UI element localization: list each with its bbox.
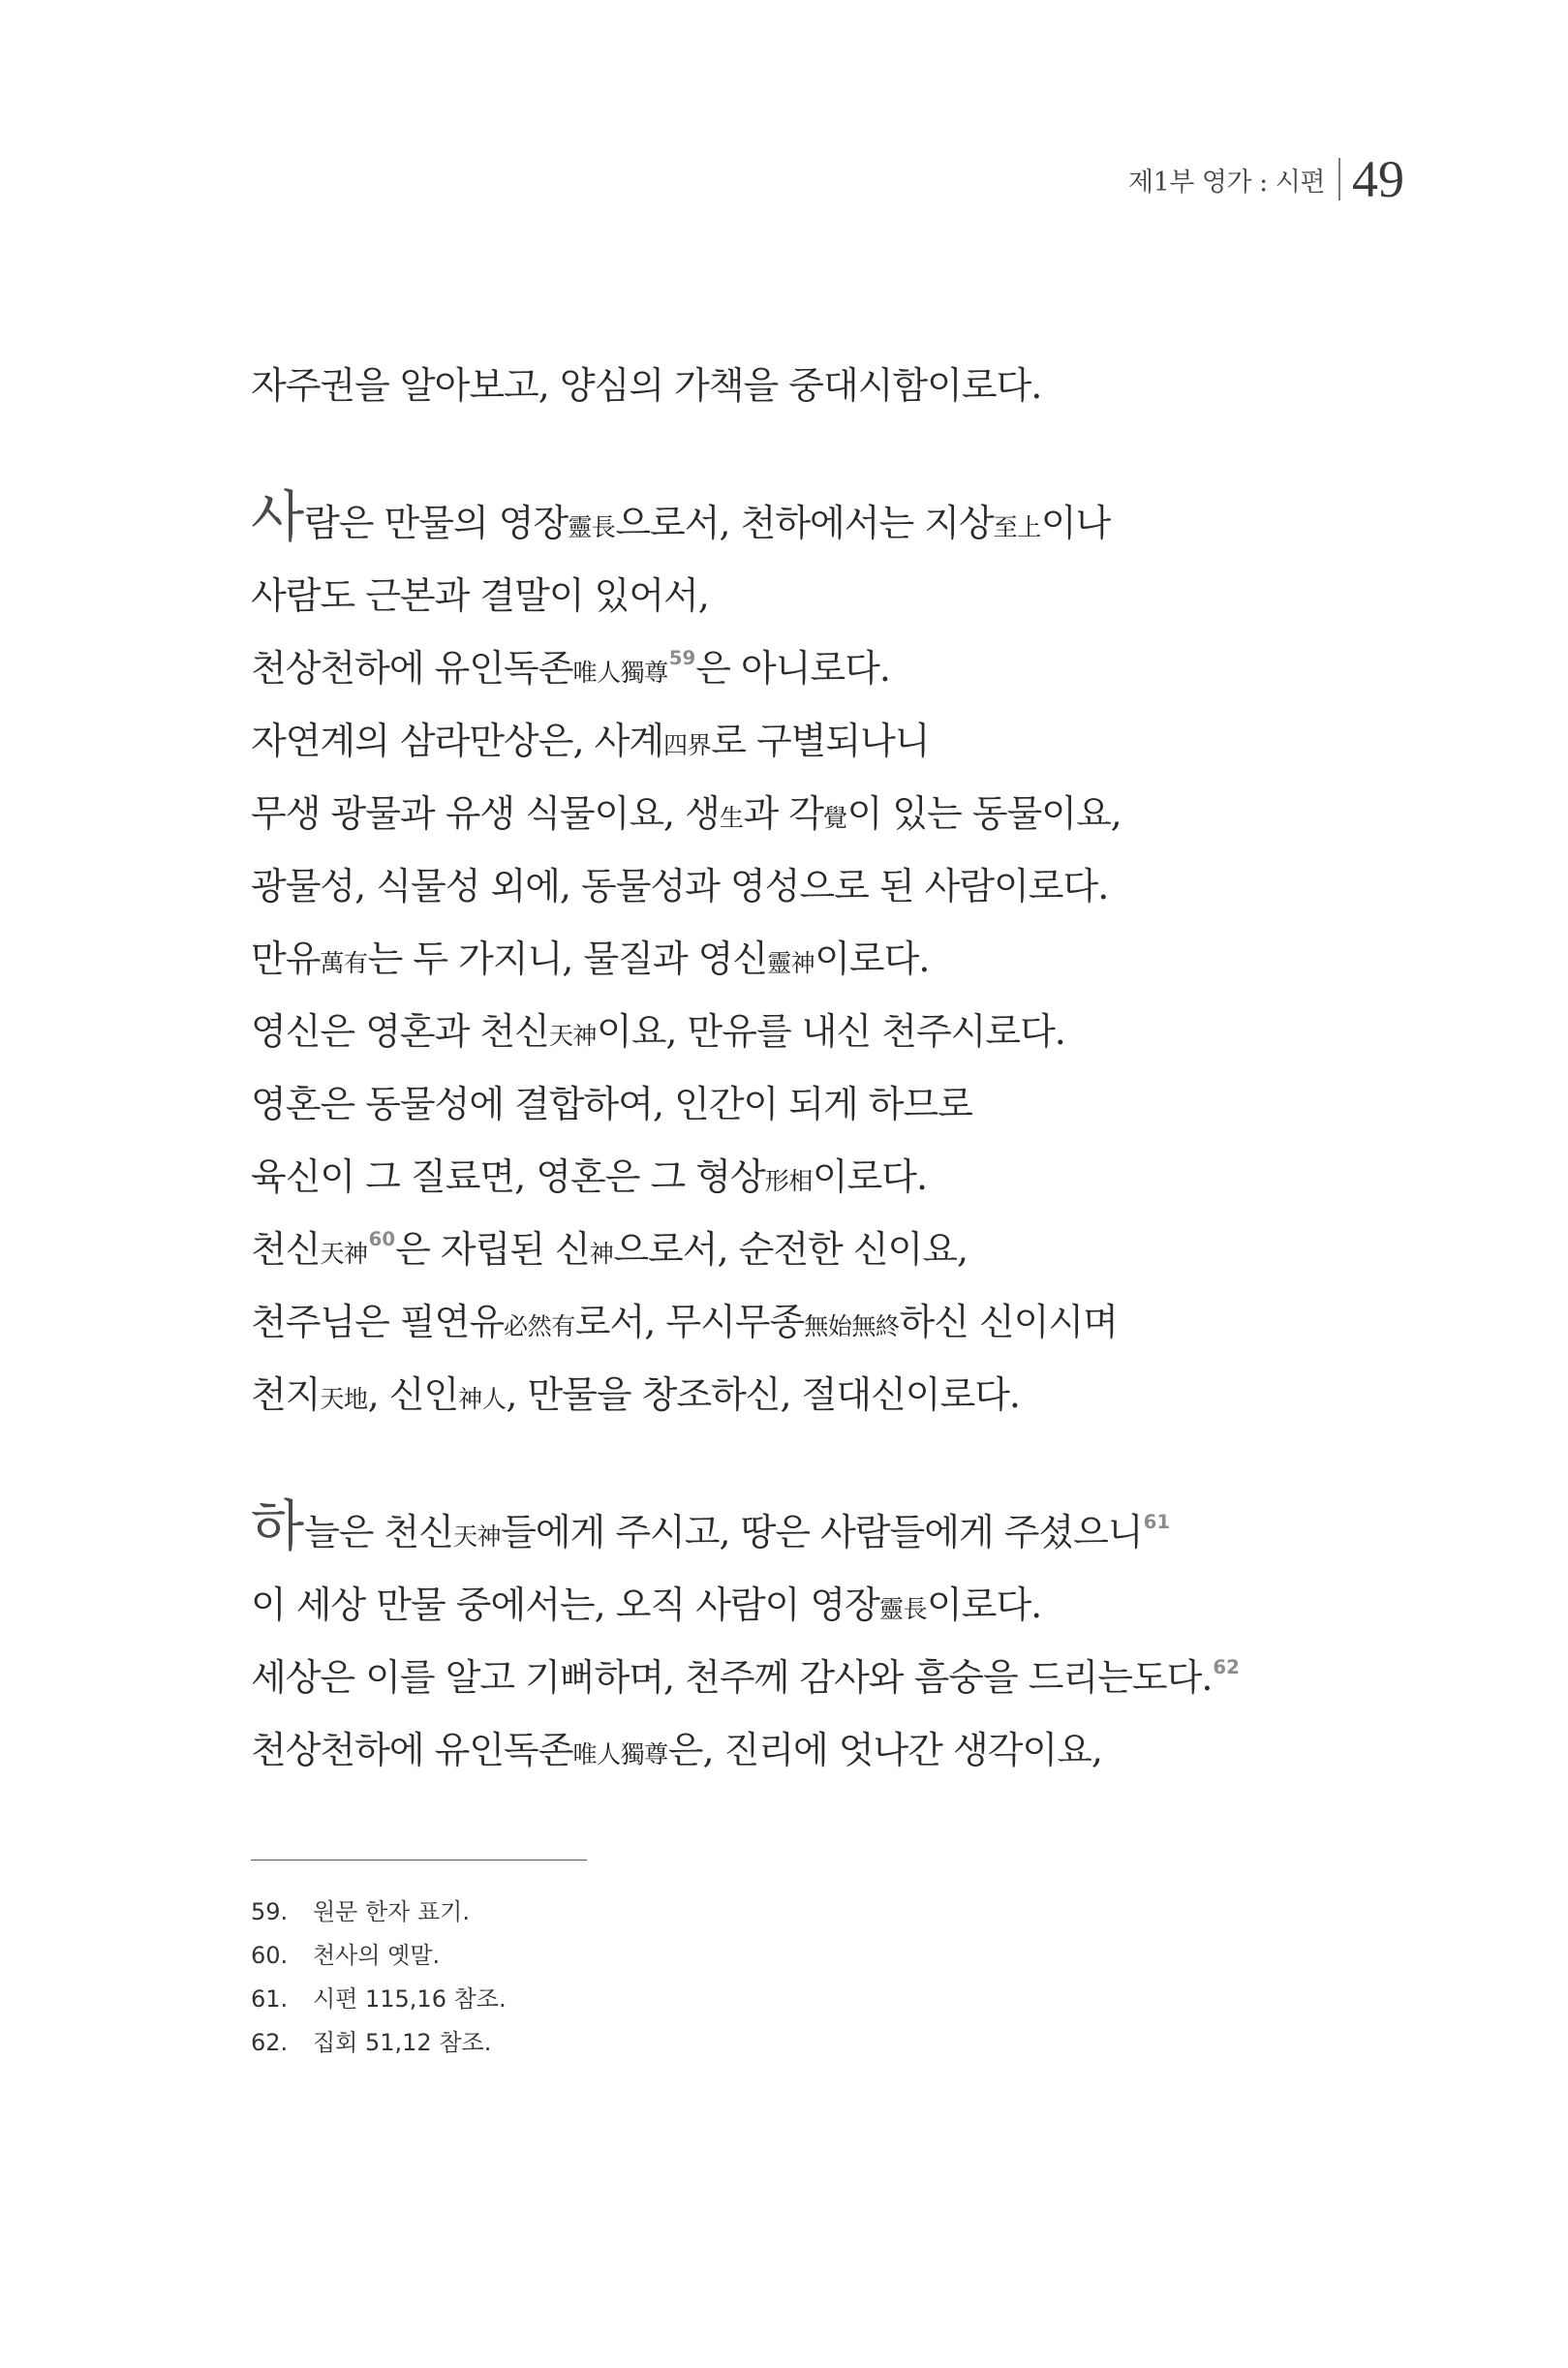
verse-line [251, 1359, 1240, 1431]
verse-text: 천주님은 필연유 [251, 1301, 505, 1343]
hanja-gloss: 靈長 [568, 513, 616, 541]
verse-text: 이로다. [815, 938, 930, 980]
verse-line [251, 350, 1240, 422]
section-title: 제1부 영가 : 시편 [1127, 167, 1325, 198]
footnote-item [251, 1891, 507, 1934]
hanja-gloss: 無始無終 [804, 1312, 900, 1340]
verse-text: 천상천하에 유인독존 [251, 1729, 573, 1771]
verse-text: 이로다. [812, 1155, 928, 1198]
verse-text: 이나 [1040, 502, 1111, 544]
verse-line [251, 1286, 1240, 1359]
verse-text: 들에게 주시고, 땅은 사람들에게 주셨으니 [501, 1511, 1143, 1553]
verse-text: 이 있는 동물이요, [846, 792, 1122, 835]
verse-text: , 신인 [367, 1373, 459, 1416]
page-number: 49 [1352, 150, 1404, 208]
verse-line [251, 705, 1240, 778]
hanja-gloss: 天神 [320, 1240, 368, 1268]
verse-text: 늘은 천신 [304, 1511, 453, 1553]
verse-text: 은 자립된 신 [395, 1228, 590, 1271]
verse-line [251, 1569, 1240, 1642]
footnote-text: 집회 51,12 참조. [313, 2029, 492, 2056]
verse-text: 로 구별되나니 [711, 720, 930, 762]
verse-line [251, 778, 1240, 850]
verse-line [251, 850, 1240, 923]
verse-text: , 만물을 창조하신, 절대신이로다. [506, 1373, 1020, 1416]
footnote-rule [251, 1860, 587, 1861]
verse-line [251, 1496, 1240, 1569]
hanja-gloss: 至上 [993, 513, 1041, 541]
verse-line [251, 1214, 1240, 1286]
hanja-gloss: 天地 [320, 1385, 368, 1413]
footnote-item [251, 1978, 507, 2021]
verse-body [251, 350, 1240, 1787]
footnote-item [251, 1934, 507, 1978]
verse-line [251, 1714, 1240, 1787]
verse-line [251, 632, 1240, 705]
verse-text: 자연계의 삼라만상은, 사계 [251, 720, 664, 762]
footnote-ref: 61 [1143, 1511, 1171, 1534]
footnote-number: 59. [251, 1898, 289, 1925]
verse-text: 천상천하에 유인독존 [251, 647, 573, 690]
paragraph [251, 350, 1240, 422]
verse-line [251, 487, 1240, 560]
verse-line [251, 996, 1240, 1068]
verse-text: 과 각 [743, 792, 823, 835]
verse-text: 이로다. [927, 1584, 1042, 1626]
footnote-item [251, 2021, 507, 2065]
hanja-gloss: 覺 [822, 804, 847, 832]
verse-text: 무생 광물과 유생 식물이요, 생 [251, 792, 720, 835]
running-header [1128, 145, 1404, 213]
footnote-text: 원문 한자 표기. [313, 1898, 470, 1925]
drop-cap: 사 [251, 485, 305, 549]
verse-text: 영신은 영혼과 천신 [251, 1010, 549, 1053]
hanja-gloss: 天神 [452, 1522, 502, 1551]
verse-text: 만유 [251, 938, 321, 980]
footnote-ref: 59 [668, 647, 696, 670]
verse-text: 로서, 무시무종 [574, 1301, 805, 1343]
footnote-number: 60. [251, 1942, 289, 1969]
verse-text: 는 두 가지니, 물질과 영신 [367, 938, 768, 980]
footnote-number: 61. [251, 1985, 289, 2013]
footnotes [251, 1891, 507, 2065]
verse-line [251, 1068, 1240, 1141]
footnote-ref: 60 [368, 1228, 396, 1251]
hanja-gloss: 神 [589, 1240, 614, 1268]
hanja-gloss: 生 [719, 804, 744, 832]
verse-text: 이요, 만유를 내신 천주시로다. [596, 1010, 1065, 1053]
verse-text: 광물성, 식물성 외에, 동물성과 영성으로 된 사람이로다. [251, 865, 1109, 907]
footnote-ref: 62 [1213, 1656, 1240, 1679]
verse-text: 으로서, 순전한 신이요, [613, 1228, 968, 1271]
verse-text: 영혼은 동물성에 결합하여, 인간이 되게 하므로 [251, 1083, 972, 1125]
verse-text: 람은 만물의 영장 [304, 502, 569, 544]
hanja-gloss: 天神 [548, 1022, 597, 1050]
hanja-gloss: 靈神 [767, 949, 815, 977]
hanja-gloss: 神人 [458, 1385, 507, 1413]
verse-text: 자주권을 알아보고, 양심의 가책을 중대시함이로다. [251, 364, 1042, 407]
hanja-gloss: 必然有 [504, 1312, 575, 1340]
hanja-gloss: 形相 [764, 1167, 813, 1195]
verse-text: 으로서, 천하에서는 지상 [615, 502, 994, 544]
drop-cap: 하 [251, 1494, 305, 1558]
hanja-gloss: 萬有 [320, 949, 368, 977]
paragraph [251, 1496, 1240, 1787]
footnote-text: 천사의 옛말. [313, 1942, 441, 1969]
paragraph [251, 487, 1240, 1431]
verse-text: 은, 진리에 엇나간 생각이요, [667, 1729, 1102, 1771]
verse-text: 세상은 이를 알고 기뻐하며, 천주께 감사와 흠숭을 드리는도다. [251, 1656, 1213, 1699]
hanja-gloss: 四界 [663, 731, 712, 759]
verse-line [251, 560, 1240, 632]
verse-text: 사람도 근본과 결말이 있어서, [251, 574, 709, 617]
verse-line [251, 1642, 1240, 1714]
verse-text: 하신 신이시며 [899, 1301, 1118, 1343]
verse-text: 이 세상 만물 중에서는, 오직 사람이 영장 [251, 1584, 879, 1626]
hanja-gloss: 唯人獨尊 [572, 1740, 668, 1768]
verse-text: 은 아니로다. [695, 647, 890, 690]
hanja-gloss: 靈長 [878, 1595, 928, 1623]
verse-text: 천지 [251, 1373, 321, 1416]
hanja-gloss: 唯人獨尊 [572, 659, 668, 687]
verse-text: 천신 [251, 1228, 321, 1271]
verse-line [251, 923, 1240, 996]
verse-text: 육신이 그 질료면, 영혼은 그 형상 [251, 1155, 765, 1198]
footnote-number: 62. [251, 2029, 289, 2056]
footnote-text: 시편 115,16 참조. [313, 1985, 507, 2013]
verse-line [251, 1141, 1240, 1214]
header-divider [1338, 158, 1340, 200]
